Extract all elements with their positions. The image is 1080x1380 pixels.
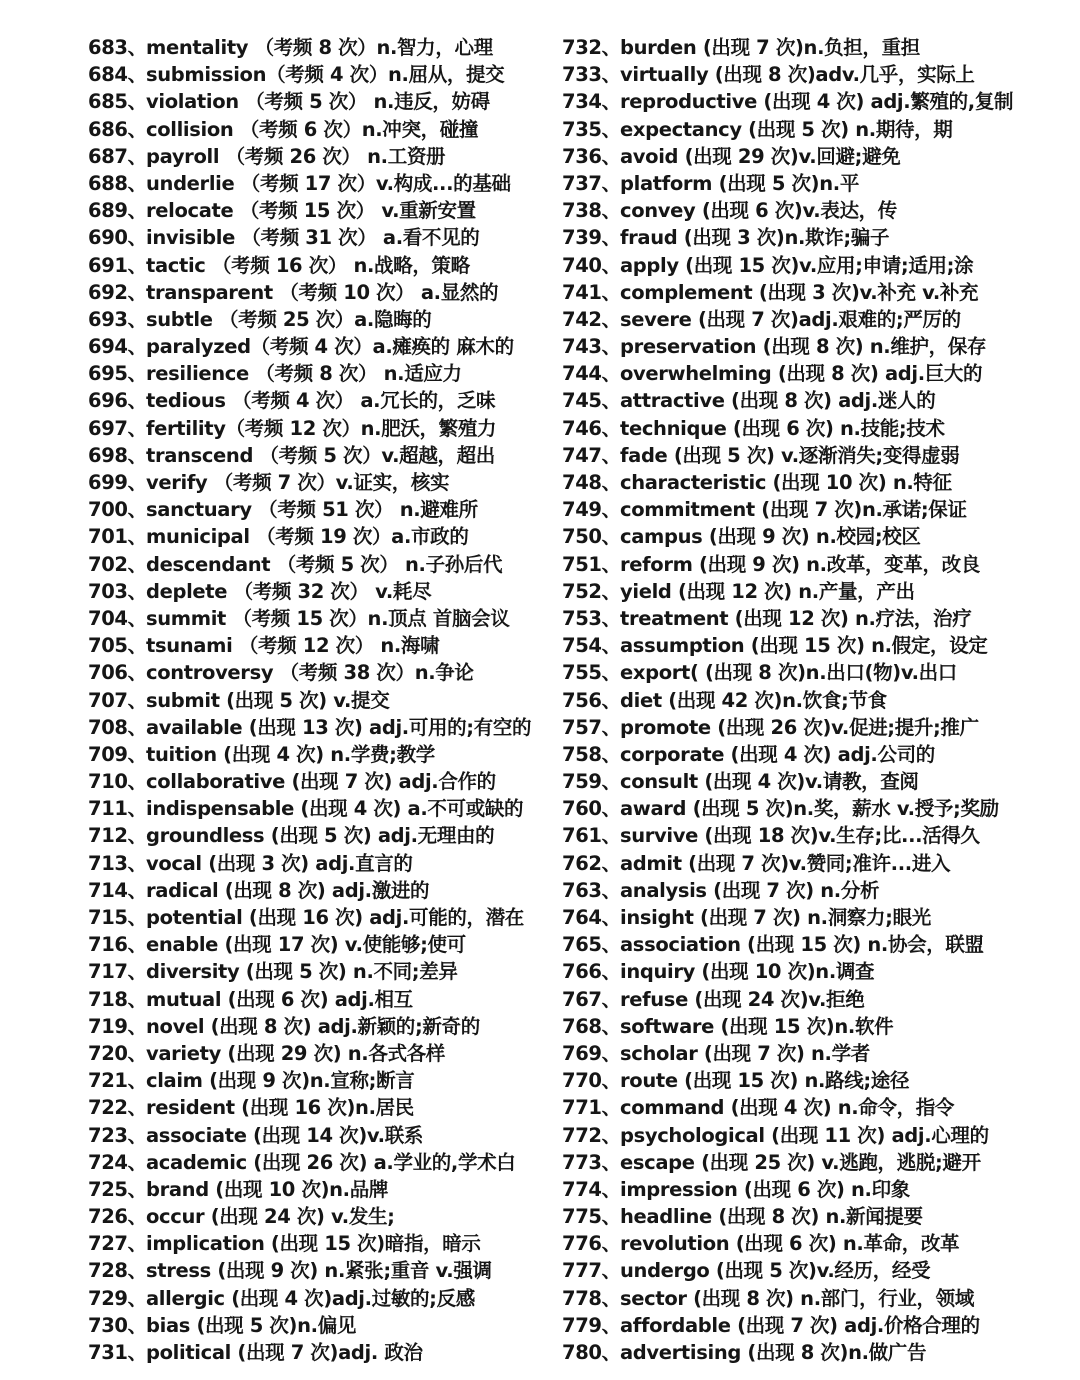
word-entry bbox=[562, 986, 1062, 1013]
word-entry bbox=[562, 1230, 1062, 1257]
entry-text: mentality （考频 8 次）n.智力，心理 bbox=[146, 36, 493, 59]
word-entry bbox=[88, 252, 548, 279]
entry-number: 737、 bbox=[562, 171, 621, 195]
entry-number: 748、 bbox=[562, 471, 621, 494]
entry-text: convey (出现 6 次)v.表达，传 bbox=[620, 199, 897, 223]
entry-number: 768、 bbox=[562, 1014, 621, 1038]
entry-number: 734、 bbox=[562, 90, 621, 114]
entry-text: campus (出现 9 次) n.校园;校区 bbox=[620, 525, 921, 549]
entry-number: 696、 bbox=[88, 389, 147, 413]
word-entry bbox=[562, 659, 1062, 686]
entry-number: 723、 bbox=[88, 1123, 147, 1147]
entry-text: resident (出现 16 次)n.居民 bbox=[146, 1096, 414, 1120]
entry-number: 764、 bbox=[562, 906, 621, 929]
entry-text: collaborative (出现 7 次) adj.合作的 bbox=[146, 770, 496, 794]
entry-text: platform (出现 5 次)n.平 bbox=[620, 171, 859, 195]
entry-number: 754、 bbox=[562, 634, 621, 658]
entry-number: 719、 bbox=[88, 1014, 147, 1038]
entry-number: 685、 bbox=[88, 90, 147, 114]
entry-text: consult (出现 4 次)v.请教，查阅 bbox=[620, 770, 919, 794]
word-entry bbox=[88, 741, 548, 768]
entry-text: variety (出现 29 次) n.各式各样 bbox=[146, 1041, 445, 1065]
word-entry bbox=[562, 877, 1062, 904]
entry-text: advertising (出现 8 次)n.做广告 bbox=[620, 1341, 927, 1364]
entry-text: diet (出现 42 次)n.饮食;节食 bbox=[620, 688, 887, 712]
entry-number: 692、 bbox=[88, 280, 147, 304]
word-entry bbox=[562, 850, 1062, 877]
entry-number: 749、 bbox=[562, 498, 621, 522]
entry-text: relocate （考频 15 次） v.重新安置 bbox=[146, 199, 476, 223]
entry-number: 763、 bbox=[562, 878, 621, 902]
entry-text: insight (出现 7 次) n.洞察力;眼光 bbox=[620, 906, 931, 929]
entry-text: characteristic (出现 10 次) n.特征 bbox=[620, 471, 952, 494]
entry-number: 717、 bbox=[88, 960, 147, 984]
entry-number: 771、 bbox=[562, 1096, 621, 1120]
entry-number: 733、 bbox=[562, 63, 621, 87]
entry-number: 735、 bbox=[562, 117, 621, 141]
entry-text: reproductive (出现 4 次) adj.繁殖的,复制 bbox=[620, 90, 1014, 114]
entry-text: virtually (出现 8 次)adv.几乎，实际上 bbox=[620, 63, 975, 87]
word-entry bbox=[562, 496, 1062, 523]
word-entry bbox=[562, 795, 1062, 822]
entry-number: 746、 bbox=[562, 416, 621, 440]
word-entry bbox=[88, 442, 548, 469]
entry-text: tuition (出现 4 次) n.学费;教学 bbox=[146, 742, 435, 766]
entry-text: potential (出现 16 次) adj.可能的，潜在 bbox=[146, 906, 524, 929]
entry-text: verify （考频 7 次）v.证实，核实 bbox=[146, 471, 450, 494]
entry-text: fertility（考频 12 次）n.肥沃，繁殖力 bbox=[146, 416, 497, 440]
word-entry bbox=[88, 1257, 548, 1284]
word-entry bbox=[88, 170, 548, 197]
entry-number: 762、 bbox=[562, 851, 621, 875]
word-entry bbox=[88, 714, 548, 741]
word-entry bbox=[562, 578, 1062, 605]
word-entry bbox=[88, 143, 548, 170]
word-entry bbox=[562, 1122, 1062, 1149]
entry-number: 731、 bbox=[88, 1341, 147, 1364]
word-entry bbox=[88, 986, 548, 1013]
entry-number: 720、 bbox=[88, 1041, 147, 1065]
entry-number: 722、 bbox=[88, 1096, 147, 1120]
entry-text: overwhelming (出现 8 次) adj.巨大的 bbox=[620, 362, 983, 386]
entry-text: stress (出现 9 次) n.紧张;重音 v.强调 bbox=[146, 1259, 492, 1283]
entry-text: route (出现 15 次) n.路线;途径 bbox=[620, 1069, 910, 1093]
entry-text: preservation (出现 8 次) n.维护，保存 bbox=[620, 335, 987, 359]
word-entry bbox=[562, 741, 1062, 768]
word-entry bbox=[88, 116, 548, 143]
word-entry bbox=[88, 1230, 548, 1257]
entry-number: 751、 bbox=[562, 552, 621, 576]
entry-number: 775、 bbox=[562, 1205, 621, 1229]
entry-number: 736、 bbox=[562, 144, 621, 168]
word-list-right-column bbox=[562, 34, 1062, 1366]
entry-text: award (出现 5 次)n.奖，薪水 v.授予;奖励 bbox=[620, 797, 999, 821]
entry-number: 693、 bbox=[88, 307, 147, 331]
entry-number: 758、 bbox=[562, 742, 621, 766]
word-entry bbox=[562, 1094, 1062, 1121]
entry-number: 721、 bbox=[88, 1069, 147, 1093]
entry-number: 740、 bbox=[562, 253, 621, 277]
word-entry bbox=[562, 1176, 1062, 1203]
entry-number: 760、 bbox=[562, 797, 621, 821]
word-entry bbox=[88, 333, 548, 360]
entry-text: tedious （考频 4 次） a.冗长的，乏味 bbox=[146, 389, 496, 413]
entry-text: subtle （考频 25 次）a.隐晦的 bbox=[146, 307, 432, 331]
word-entry bbox=[88, 850, 548, 877]
word-entry bbox=[88, 605, 548, 632]
entry-number: 727、 bbox=[88, 1232, 147, 1256]
entry-text: underlie （考频 17 次）v.构成...的基础 bbox=[146, 171, 511, 195]
entry-number: 777、 bbox=[562, 1259, 621, 1283]
entry-text: paralyzed（考频 4 次）a.瘫痪的 麻木的 bbox=[146, 335, 514, 359]
word-entry bbox=[562, 1339, 1062, 1366]
entry-number: 753、 bbox=[562, 606, 621, 630]
entry-text: analysis (出现 7 次) n.分析 bbox=[620, 878, 880, 902]
word-entry bbox=[88, 931, 548, 958]
entry-number: 710、 bbox=[88, 770, 147, 794]
entry-text: mutual (出现 6 次) adj.相互 bbox=[146, 987, 413, 1011]
entry-text: sanctuary （考频 51 次） n.避难所 bbox=[146, 498, 478, 522]
entry-text: payroll （考频 26 次） n.工资册 bbox=[146, 144, 446, 168]
word-entry bbox=[562, 442, 1062, 469]
word-entry bbox=[88, 1040, 548, 1067]
word-entry bbox=[88, 659, 548, 686]
word-entry bbox=[562, 632, 1062, 659]
entry-text: expectancy (出现 5 次) n.期待，期 bbox=[620, 117, 953, 141]
word-entry bbox=[562, 415, 1062, 442]
entry-number: 716、 bbox=[88, 933, 147, 957]
entry-number: 695、 bbox=[88, 362, 147, 386]
entry-number: 769、 bbox=[562, 1041, 621, 1065]
entry-number: 766、 bbox=[562, 960, 621, 984]
entry-number: 704、 bbox=[88, 606, 147, 630]
entry-text: political (出现 7 次)adj. 政治 bbox=[146, 1341, 423, 1364]
entry-number: 755、 bbox=[562, 661, 621, 685]
entry-text: associate (出现 14 次)v.联系 bbox=[146, 1123, 424, 1147]
entry-number: 759、 bbox=[562, 770, 621, 794]
entry-number: 698、 bbox=[88, 443, 147, 467]
entry-number: 702、 bbox=[88, 552, 147, 576]
entry-number: 707、 bbox=[88, 688, 147, 712]
entry-text: headline (出现 8 次) n.新闻提要 bbox=[620, 1205, 923, 1229]
entry-number: 697、 bbox=[88, 416, 147, 440]
word-entry bbox=[88, 523, 548, 550]
entry-number: 689、 bbox=[88, 199, 147, 223]
entry-text: treatment (出现 12 次) n.疗法，治疗 bbox=[620, 606, 972, 630]
entry-number: 732、 bbox=[562, 36, 621, 59]
entry-number: 780、 bbox=[562, 1341, 621, 1364]
word-entry bbox=[88, 1122, 548, 1149]
word-entry bbox=[88, 551, 548, 578]
entry-number: 776、 bbox=[562, 1232, 621, 1256]
word-entry bbox=[88, 34, 548, 61]
entry-number: 738、 bbox=[562, 199, 621, 223]
entry-text: admit (出现 7 次)v.赞同;准许...进入 bbox=[620, 851, 951, 875]
entry-number: 752、 bbox=[562, 579, 621, 603]
word-entry bbox=[562, 1257, 1062, 1284]
entry-text: severe (出现 7 次)adj.艰难的;严厉的 bbox=[620, 307, 961, 331]
word-entry bbox=[562, 523, 1062, 550]
entry-number: 778、 bbox=[562, 1286, 621, 1310]
word-entry bbox=[562, 687, 1062, 714]
word-entry bbox=[562, 306, 1062, 333]
entry-text: export( (出现 8 次)n.出口(物)v.出口 bbox=[620, 661, 957, 685]
entry-number: 774、 bbox=[562, 1177, 621, 1201]
word-entry bbox=[88, 387, 548, 414]
entry-number: 725、 bbox=[88, 1177, 147, 1201]
word-entry bbox=[562, 360, 1062, 387]
entry-number: 699、 bbox=[88, 471, 147, 494]
entry-text: escape (出现 25 次) v.逃跑，逃脱;避开 bbox=[620, 1150, 981, 1174]
word-entry bbox=[562, 252, 1062, 279]
entry-text: allergic (出现 4 次)adj.过敏的;反感 bbox=[146, 1286, 475, 1310]
entry-number: 770、 bbox=[562, 1069, 621, 1093]
word-entry bbox=[562, 387, 1062, 414]
entry-text: resilience （考频 8 次） n.适应力 bbox=[146, 362, 462, 386]
entry-text: radical (出现 8 次) adj.激进的 bbox=[146, 878, 430, 902]
word-entry bbox=[88, 904, 548, 931]
entry-text: apply (出现 15 次)v.应用;申请;适用;涂 bbox=[620, 253, 974, 277]
entry-text: assumption (出现 15 次) n.假定，设定 bbox=[620, 634, 988, 658]
entry-text: scholar (出现 7 次) n.学者 bbox=[620, 1041, 870, 1065]
word-entry bbox=[88, 578, 548, 605]
entry-text: summit （考频 15 次）n.顶点 首脑会议 bbox=[146, 606, 510, 630]
word-entry bbox=[88, 1203, 548, 1230]
entry-number: 724、 bbox=[88, 1150, 147, 1174]
entry-number: 726、 bbox=[88, 1205, 147, 1229]
word-entry bbox=[88, 1339, 548, 1366]
word-entry bbox=[562, 143, 1062, 170]
entry-number: 708、 bbox=[88, 715, 147, 739]
word-entry bbox=[88, 1013, 548, 1040]
word-entry bbox=[88, 61, 548, 88]
entry-number: 747、 bbox=[562, 443, 621, 467]
word-entry bbox=[88, 1094, 548, 1121]
entry-number: 700、 bbox=[88, 498, 147, 522]
entry-number: 711、 bbox=[88, 797, 147, 821]
entry-text: revolution (出现 6 次) n.革命，改革 bbox=[620, 1232, 960, 1256]
word-list-left-column bbox=[88, 34, 548, 1366]
entry-number: 690、 bbox=[88, 226, 147, 250]
entry-number: 728、 bbox=[88, 1259, 147, 1283]
word-entry bbox=[562, 170, 1062, 197]
entry-number: 706、 bbox=[88, 661, 147, 685]
word-entry bbox=[562, 551, 1062, 578]
word-entry bbox=[562, 1013, 1062, 1040]
entry-text: tactic （考频 16 次） n.战略，策略 bbox=[146, 253, 470, 277]
entry-text: yield (出现 12 次) n.产量，产出 bbox=[620, 579, 915, 603]
word-entry bbox=[88, 360, 548, 387]
entry-text: sector (出现 8 次) n.部门，行业，领域 bbox=[620, 1286, 974, 1310]
entry-text: submit (出现 5 次) v.提交 bbox=[146, 688, 390, 712]
word-entry bbox=[562, 61, 1062, 88]
word-entry bbox=[88, 1285, 548, 1312]
word-entry bbox=[88, 795, 548, 822]
entry-number: 779、 bbox=[562, 1313, 621, 1337]
entry-number: 691、 bbox=[88, 253, 147, 277]
entry-number: 686、 bbox=[88, 117, 147, 141]
word-entry bbox=[88, 415, 548, 442]
entry-number: 709、 bbox=[88, 742, 147, 766]
entry-text: collision （考频 6 次）n.冲突，碰撞 bbox=[146, 117, 479, 141]
entry-number: 713、 bbox=[88, 851, 147, 875]
word-entry bbox=[562, 1040, 1062, 1067]
entry-number: 750、 bbox=[562, 525, 621, 549]
entry-text: novel (出现 8 次) adj.新颖的;新奇的 bbox=[146, 1014, 480, 1038]
entry-text: groundless (出现 5 次) adj.无理由的 bbox=[146, 824, 495, 848]
entry-number: 767、 bbox=[562, 987, 621, 1011]
entry-text: indispensable (出现 4 次) a.不可或缺的 bbox=[146, 797, 524, 821]
entry-text: affordable (出现 7 次) adj.价格合理的 bbox=[620, 1313, 980, 1337]
entry-text: undergo (出现 5 次)v.经历，经受 bbox=[620, 1259, 931, 1283]
word-entry bbox=[562, 88, 1062, 115]
entry-text: vocal (出现 3 次) adj.直言的 bbox=[146, 851, 413, 875]
entry-number: 741、 bbox=[562, 280, 621, 304]
word-entry bbox=[562, 1149, 1062, 1176]
entry-text: fraud (出现 3 次)n.欺诈;骗子 bbox=[620, 226, 890, 250]
entry-text: promote (出现 26 次)v.促进;提升;推广 bbox=[620, 715, 979, 739]
entry-text: survive (出现 18 次)v.生存;比...活得久 bbox=[620, 824, 980, 848]
entry-text: violation （考频 5 次） n.违反，妨碍 bbox=[146, 90, 490, 114]
word-entry bbox=[88, 958, 548, 985]
word-entry bbox=[88, 496, 548, 523]
entry-text: burden (出现 7 次)n.负担，重担 bbox=[620, 36, 920, 59]
word-entry bbox=[88, 822, 548, 849]
entry-number: 765、 bbox=[562, 933, 621, 957]
word-entry bbox=[562, 822, 1062, 849]
word-entry bbox=[88, 1176, 548, 1203]
entry-text: occur (出现 24 次) v.发生; bbox=[146, 1205, 395, 1229]
entry-number: 694、 bbox=[88, 335, 147, 359]
entry-text: refuse (出现 24 次)v.拒绝 bbox=[620, 987, 865, 1011]
entry-number: 688、 bbox=[88, 171, 147, 195]
entry-text: deplete （考频 32 次） v.耗尽 bbox=[146, 579, 432, 603]
word-entry bbox=[562, 768, 1062, 795]
entry-number: 687、 bbox=[88, 144, 147, 168]
word-entry bbox=[562, 116, 1062, 143]
entry-text: inquiry (出现 10 次)n.调查 bbox=[620, 960, 875, 984]
entry-number: 739、 bbox=[562, 226, 621, 250]
entry-text: controversy （考频 38 次）n.争论 bbox=[146, 661, 474, 685]
entry-text: implication (出现 15 次)暗指，暗示 bbox=[146, 1232, 481, 1256]
entry-number: 744、 bbox=[562, 362, 621, 386]
entry-number: 772、 bbox=[562, 1123, 621, 1147]
word-entry bbox=[88, 306, 548, 333]
word-entry bbox=[88, 877, 548, 904]
entry-number: 683、 bbox=[88, 36, 147, 59]
entry-number: 701、 bbox=[88, 525, 147, 549]
word-entry bbox=[88, 197, 548, 224]
word-entry bbox=[562, 904, 1062, 931]
word-entry bbox=[562, 279, 1062, 306]
entry-text: avoid (出现 29 次)v.回避;避免 bbox=[620, 144, 901, 168]
entry-text: psychological (出现 11 次) adj.心理的 bbox=[620, 1123, 989, 1147]
entry-text: software (出现 15 次)n.软件 bbox=[620, 1014, 894, 1038]
entry-number: 730、 bbox=[88, 1313, 147, 1337]
entry-text: submission（考频 4 次）n.屈从，提交 bbox=[146, 63, 505, 87]
entry-text: bias (出现 5 次)n.偏见 bbox=[146, 1313, 357, 1337]
word-entry bbox=[562, 333, 1062, 360]
word-entry bbox=[562, 224, 1062, 251]
entry-number: 712、 bbox=[88, 824, 147, 848]
entry-text: available (出现 13 次) adj.可用的;有空的 bbox=[146, 715, 532, 739]
entry-text: association (出现 15 次) n.协会，联盟 bbox=[620, 933, 984, 957]
entry-text: corporate (出现 4 次) adj.公司的 bbox=[620, 742, 935, 766]
entry-text: diversity (出现 5 次) n.不同;差异 bbox=[146, 960, 458, 984]
entry-text: invisible （考频 31 次） a.看不见的 bbox=[146, 226, 480, 250]
entry-text: impression (出现 6 次) n.印象 bbox=[620, 1177, 910, 1201]
entry-number: 684、 bbox=[88, 63, 147, 87]
entry-text: municipal （考频 19 次）a.市政的 bbox=[146, 525, 469, 549]
word-entry bbox=[88, 88, 548, 115]
entry-text: enable (出现 17 次) v.使能够;使可 bbox=[146, 933, 466, 957]
word-entry bbox=[88, 224, 548, 251]
word-entry bbox=[88, 1149, 548, 1176]
entry-text: claim (出现 9 次)n.宣称;断言 bbox=[146, 1069, 415, 1093]
word-entry bbox=[562, 931, 1062, 958]
entry-text: brand (出现 10 次)n.品牌 bbox=[146, 1177, 389, 1201]
word-entry bbox=[88, 632, 548, 659]
entry-text: commitment (出现 7 次)n.承诺;保证 bbox=[620, 498, 967, 522]
word-entry bbox=[562, 1285, 1062, 1312]
word-entry bbox=[562, 958, 1062, 985]
entry-text: academic (出现 26 次) a.学业的,学术白 bbox=[146, 1150, 516, 1174]
word-entry bbox=[562, 1312, 1062, 1339]
entry-number: 756、 bbox=[562, 688, 621, 712]
word-entry bbox=[562, 469, 1062, 496]
word-entry bbox=[562, 605, 1062, 632]
word-entry bbox=[88, 469, 548, 496]
word-entry bbox=[562, 34, 1062, 61]
entry-text: descendant （考频 5 次） n.子孙后代 bbox=[146, 552, 503, 576]
entry-number: 757、 bbox=[562, 715, 621, 739]
entry-number: 742、 bbox=[562, 307, 621, 331]
entry-number: 773、 bbox=[562, 1150, 621, 1174]
word-entry bbox=[88, 279, 548, 306]
entry-text: transparent （考频 10 次） a.显然的 bbox=[146, 280, 499, 304]
entry-number: 705、 bbox=[88, 634, 147, 658]
entry-number: 729、 bbox=[88, 1286, 147, 1310]
entry-number: 718、 bbox=[88, 987, 147, 1011]
entry-text: command (出现 4 次) n.命令，指令 bbox=[620, 1096, 955, 1120]
entry-number: 703、 bbox=[88, 579, 147, 603]
entry-text: transcend （考频 5 次）v.超越，超出 bbox=[146, 443, 495, 467]
word-entry bbox=[88, 1067, 548, 1094]
entry-text: attractive (出现 8 次) adj.迷人的 bbox=[620, 389, 936, 413]
word-entry bbox=[562, 1203, 1062, 1230]
entry-number: 761、 bbox=[562, 824, 621, 848]
entry-text: tsunami （考频 12 次） n.海啸 bbox=[146, 634, 440, 658]
word-entry bbox=[562, 197, 1062, 224]
entry-number: 715、 bbox=[88, 906, 147, 929]
entry-number: 745、 bbox=[562, 389, 621, 413]
entry-text: fade (出现 5 次) v.逐渐消失;变得虚弱 bbox=[620, 443, 960, 467]
entry-text: complement (出现 3 次)v.补充 v.补充 bbox=[620, 280, 979, 304]
word-entry bbox=[562, 714, 1062, 741]
word-entry bbox=[88, 768, 548, 795]
word-entry bbox=[562, 1067, 1062, 1094]
word-entry bbox=[88, 1312, 548, 1339]
entry-text: reform (出现 9 次) n.改革，变革，改良 bbox=[620, 552, 980, 576]
entry-text: technique (出现 6 次) n.技能;技术 bbox=[620, 416, 945, 440]
entry-number: 743、 bbox=[562, 335, 621, 359]
word-entry bbox=[88, 687, 548, 714]
entry-number: 714、 bbox=[88, 878, 147, 902]
